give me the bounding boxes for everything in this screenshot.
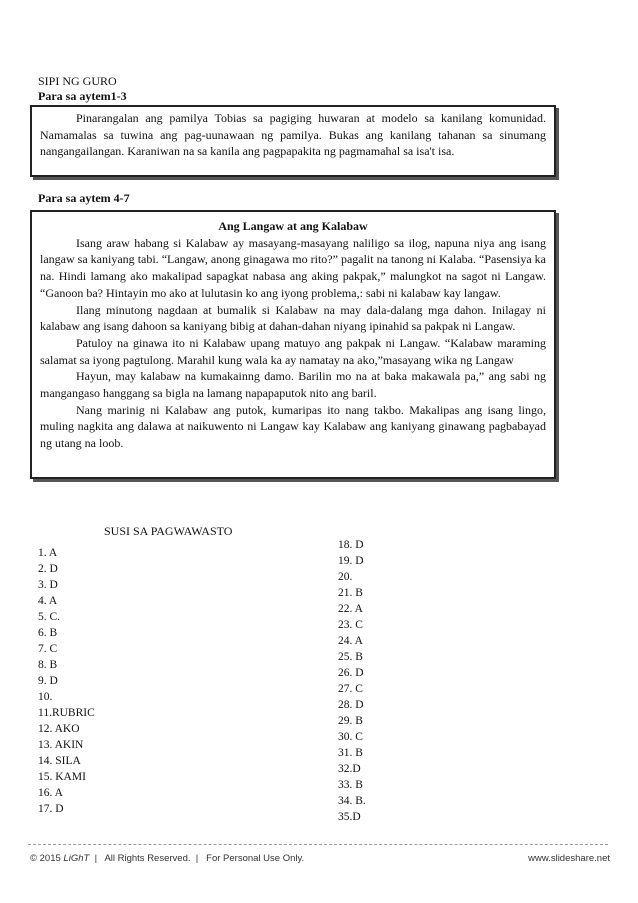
answer-item: 12. AKO (38, 723, 80, 735)
footer-rights: | All Rights Reserved. | For Personal Use Only. (89, 853, 305, 864)
answer-item: 9. D (38, 675, 58, 687)
answer-item: 14. SILA (38, 755, 81, 767)
answer-item: 4. A (38, 595, 58, 607)
answer-item: 20. (338, 571, 353, 583)
answer-item: 2. D (38, 563, 58, 575)
answer-item: 7. C (38, 643, 58, 655)
answer-key-right-column (338, 537, 366, 825)
passage-2-paragraph: Nang marinig ni Kalabaw ang putok, kumaripas ito nang takbo. Makalipas ang isang lingo, muling nagkita ang dalawa at naikuwento ni Langaw kay Kalabaw ang kaniyang ginawang pagbabayad ng utang na loob. (40, 402, 546, 451)
answer-key-left-column (38, 545, 95, 817)
answer-item: 35.D (338, 811, 361, 823)
answer-item: 1. A (38, 547, 58, 559)
answer-item: 22. A (338, 603, 363, 615)
answer-item: 15. KAMI (38, 771, 86, 783)
section-label-items-4-7: Para sa aytem 4-7 (38, 191, 130, 205)
answer-item: 26. D (338, 667, 364, 679)
answer-item: 11.RUBRIC (38, 707, 95, 719)
answer-item: 19. D (338, 555, 364, 567)
passage-2-paragraph: Hayun, may kalabaw na kumakainng damo. Barilin mo na at baka makawala pa,” ang sabi ng mangangaso hanggang sa bigla na lamang napapaputok nito ang baril. (40, 369, 546, 401)
passage-box-1 (30, 105, 556, 177)
answer-item: 29. B (338, 715, 363, 727)
answer-item: 5. C. (38, 611, 61, 623)
passage-2-paragraph: Ilang minutong nagdaan at bumalik si Kalabaw na may dala-dalang mga dahon. Inilagay ni kalabaw ang isang dahoon sa kaniyang bibig at dahan-dahan niyang ipinahid sa pakpak ni Langaw. (40, 302, 546, 334)
answer-item: 34. B. (338, 795, 366, 807)
footer-copyright (30, 853, 304, 864)
passage-2-paragraph: Isang araw habang si Kalabaw ay masayang-masayang naliligo sa ilog, napuna niya ang isang langaw sa kaniyang tabi. “Langaw, anong ginagawa mo rito?” pagalit na tanong ni Kalaba. “Pasensiya ka na. Hindi lamang ako makalipad sapagkat nabasa ang aking pakpak,” malungkot na sagot ni Langaw. “Ganoon ba? Hintayin mo ako at lulutasin ko ang iyong problema,: sabi ni kalabaw kay langaw. (40, 235, 546, 300)
answer-item: 28. D (338, 699, 364, 711)
answer-item: 10. (38, 691, 53, 703)
answer-item: 21. B (338, 587, 363, 599)
answer-item: 30. C (338, 731, 363, 743)
answer-item: 13. AKIN (38, 739, 84, 751)
answer-item: 8. B (38, 659, 58, 671)
footer-divider (28, 844, 608, 845)
answer-item: 33. B (338, 779, 363, 791)
answer-item: 16. A (38, 787, 63, 799)
answer-item: 25. B (338, 651, 363, 663)
answer-item: 17. D (38, 803, 64, 815)
page-title: SIPI NG GURO (38, 74, 117, 88)
answer-item: 23. C (338, 619, 363, 631)
answer-item: 3. D (38, 579, 58, 591)
passage-2-paragraph: Patuloy na ginawa ito ni Kalabaw upang matuyo ang pakpak ni Langaw. “Kalabaw maraming salamat sa iyong pagtulong. Marahil kung wala ka ay namatay na ako,”masayang wika ng Langaw (40, 335, 546, 367)
answer-item: 31. B (338, 747, 363, 759)
footer-brand: LiGhT (63, 853, 90, 864)
answer-item: 32.D (338, 763, 361, 775)
passage-2-title: Ang Langaw at ang Kalabaw (218, 219, 368, 233)
footer-website-link[interactable]: www.slideshare.net (528, 853, 610, 864)
section-label-items-1-3: Para sa aytem1-3 (38, 89, 127, 103)
answer-item: 24. A (338, 635, 363, 647)
passage-1-text: Pinarangalan ang pamilya Tobias sa pagiging huwaran at modelo sa kanilang komunidad. Namamalas sa tuwina ang pag-uunawaan ng pamilya. Bukas ang kanilang tahanan sa sinumang nangangailangan. Karaniwan na sa kanila ang pagpapakita ng pagmamahal sa isa't isa. (40, 111, 546, 159)
answer-key-title: SUSI SA PAGWAWASTO (104, 524, 233, 538)
answer-item: 27. C (338, 683, 363, 695)
answer-item: 6. B (38, 627, 58, 639)
copyright-symbol: © 2015 (30, 853, 64, 864)
answer-item: 18. D (338, 539, 364, 551)
passage-box-2 (30, 210, 556, 479)
